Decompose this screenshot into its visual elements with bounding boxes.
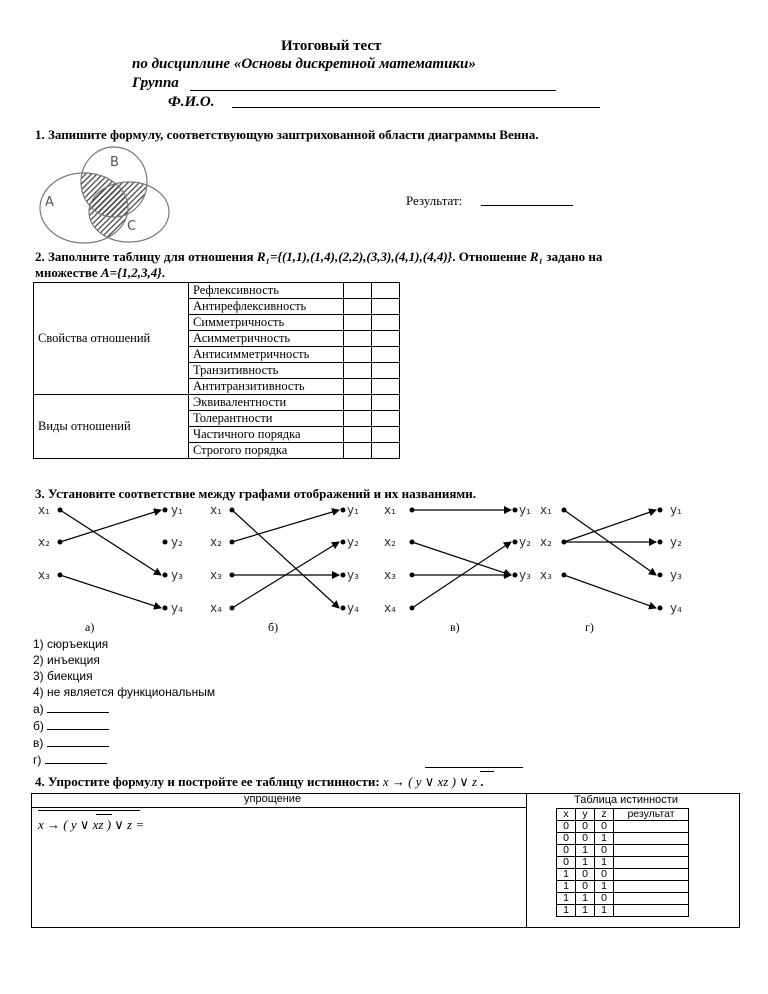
answer-d-line[interactable] [45, 753, 107, 764]
answer-b: б) [33, 718, 109, 735]
graph-b-y-node [341, 508, 346, 513]
q2-set: A={1,2,3,4} [100, 265, 162, 280]
formula-eq-overline [38, 810, 140, 811]
graph-b-edge [232, 510, 339, 542]
graph-c-y-node [513, 508, 518, 513]
answer-a-line[interactable] [47, 702, 109, 713]
graph-d-y1: y₁ [670, 503, 682, 517]
graph-b-x3: x₃ [210, 568, 222, 582]
answer-d: г) [33, 752, 109, 769]
answer-cell[interactable] [344, 363, 372, 379]
answer-cell[interactable] [372, 427, 400, 443]
property-label: Антисимметричность [189, 347, 344, 363]
graph-d-y4: y₄ [670, 601, 682, 615]
graph-c-y1: y₁ [519, 503, 531, 517]
truth-value: 1 [576, 905, 595, 917]
table-row [34, 283, 400, 299]
answer-cell[interactable] [372, 363, 400, 379]
graph-a-x2: x₂ [38, 535, 50, 549]
option-3: 3) биекция [33, 669, 93, 683]
option-4: 4) не является функциональным [33, 685, 216, 699]
answer-cell[interactable] [344, 299, 372, 315]
answer-cell[interactable] [344, 443, 372, 459]
truth-table [556, 808, 689, 917]
graph-d-y-node [658, 606, 663, 611]
graph-a-y-node [163, 573, 168, 578]
graph-label-a: а) [85, 620, 95, 634]
q2-line2-suffix: . [161, 265, 166, 280]
truth-value: 1 [557, 905, 576, 917]
graph-d-y2: y₂ [670, 535, 682, 549]
graph-d-x2: x₂ [540, 535, 552, 549]
answer-cell[interactable] [372, 411, 400, 427]
answer-cell[interactable] [372, 331, 400, 347]
answer-cell[interactable] [372, 283, 400, 299]
tt-col-z: z [595, 809, 614, 821]
answer-cell[interactable] [344, 347, 372, 363]
answer-a: а) [33, 701, 109, 718]
graph-d-x3: x₃ [540, 568, 552, 582]
tt-col-y: y [576, 809, 595, 821]
graph-a-y4: y₄ [171, 601, 183, 615]
graph-b-y-node [341, 606, 346, 611]
simplify-header: упрощение [244, 793, 302, 805]
answer-c-line[interactable] [47, 736, 109, 747]
formula-inner-overline [480, 771, 494, 772]
answer-cell[interactable] [372, 347, 400, 363]
graph-d-y-node [658, 573, 663, 578]
graph-c-y2: y₂ [519, 535, 531, 549]
graph-a-x1: x₁ [38, 503, 50, 517]
graph-d-edge [564, 575, 656, 608]
truth-value: 1 [595, 905, 614, 917]
graph-a-x3: x₃ [38, 568, 50, 582]
property-label: Частичного порядка [189, 427, 344, 443]
mapping-options [33, 636, 215, 700]
result-cell[interactable] [614, 857, 689, 869]
q4-formula: x → ( y ∨ xz ) ∨ z [382, 774, 478, 789]
graph-d-x1: x₁ [540, 503, 552, 517]
truth-value: 0 [576, 881, 595, 893]
table-row [34, 395, 400, 411]
graph-a-y-node [163, 508, 168, 513]
property-label: Рефлексивность [189, 283, 344, 299]
graph-label-c: в) [450, 620, 460, 634]
graph-c-x1: x₁ [384, 503, 396, 517]
result-cell[interactable] [614, 869, 689, 881]
truth-value: 0 [595, 845, 614, 857]
mapping-answers [33, 701, 109, 769]
formula-eq-inner-overline [96, 814, 112, 815]
property-label: Антитранзитивность [189, 379, 344, 395]
truth-value: 1 [576, 893, 595, 905]
truth-table-header: Таблица истинности [574, 794, 678, 806]
formula-overline [425, 767, 523, 768]
property-label: Асимметричность [189, 331, 344, 347]
table-row [557, 869, 689, 881]
q2-text [35, 249, 732, 281]
kinds-group-label: Виды отношений [34, 395, 189, 459]
truth-value: 1 [576, 845, 595, 857]
option-2: 2) инъекция [33, 653, 100, 667]
answer-cell[interactable] [372, 443, 400, 459]
graph-c-y-node [513, 540, 518, 545]
property-label: Толерантности [189, 411, 344, 427]
q4-divider [526, 793, 527, 928]
tt-col-result: результат [614, 809, 689, 821]
venn-label-c: C [127, 219, 137, 234]
truth-value: 1 [595, 857, 614, 869]
truth-value: 0 [557, 833, 576, 845]
test-title: Итоговый тест [281, 38, 382, 54]
graph-a-y3: y₃ [171, 568, 183, 582]
truth-value: 0 [595, 869, 614, 881]
graph-d-y-node [658, 540, 663, 545]
simplify-formula: x → ( y ∨ xz ) ∨ z = [38, 817, 145, 832]
graph-b-y3: y₃ [347, 568, 359, 582]
graph-a-edge [60, 510, 161, 542]
q1-text: 1. Запишите формулу, соответствующую заштрихованной области диаграммы Венна. [35, 127, 539, 142]
answer-cell[interactable] [372, 299, 400, 315]
graph-c-y3: y₃ [519, 568, 531, 582]
graph-b-y1: y₁ [347, 503, 359, 517]
answer-cell[interactable] [344, 331, 372, 347]
graph-b-y4: y₄ [347, 601, 359, 615]
result-cell[interactable] [614, 833, 689, 845]
graph-b-y-node [341, 540, 346, 545]
fio-label: Ф.И.О. [168, 94, 215, 110]
property-label: Эквивалентности [189, 395, 344, 411]
venn-diagram [34, 140, 174, 245]
venn-shaded-region [40, 173, 169, 243]
graph-a-y-node [163, 540, 168, 545]
property-label: Симметричность [189, 315, 344, 331]
result-cell[interactable] [614, 893, 689, 905]
graph-a-edge [60, 510, 161, 575]
answer-c: в) [33, 735, 109, 752]
simplify-work-area[interactable] [150, 815, 520, 923]
result-label: Результат: [406, 193, 463, 208]
graph-d-edge [564, 510, 656, 542]
answer-cell[interactable] [372, 379, 400, 395]
q2-line2-prefix: множестве [35, 265, 101, 280]
venn-label-b: B [110, 155, 119, 170]
property-label: Транзитивность [189, 363, 344, 379]
graph-a-y2: y₂ [171, 535, 183, 549]
truth-value: 1 [557, 881, 576, 893]
table-row [557, 893, 689, 905]
table-row [557, 821, 689, 833]
properties-group-label: Свойства отношений [34, 283, 189, 395]
answer-cell[interactable] [344, 315, 372, 331]
truth-value: 0 [557, 845, 576, 857]
answer-cell[interactable] [344, 411, 372, 427]
property-label: Строгого порядка [189, 443, 344, 459]
q2-relation: R₁={(1,1),(1,4),(2,2),(3,3),(4,1),(4,4)} [256, 249, 453, 264]
group-line[interactable] [190, 90, 556, 91]
graph-b-y2: y₂ [347, 535, 359, 549]
table-row [557, 845, 689, 857]
truth-value: 0 [576, 833, 595, 845]
discipline-title: по дисциплине «Основы дискретной математики» [132, 56, 476, 72]
truth-value: 0 [595, 893, 614, 905]
graph-a-y-node [163, 606, 168, 611]
graph-d-y-node [658, 508, 663, 513]
graph-c-y-node [513, 573, 518, 578]
venn-label-a: A [45, 195, 54, 210]
q2-rel-name: R₁ [529, 249, 544, 264]
result-cell[interactable] [614, 881, 689, 893]
graph-label-b: б) [268, 620, 279, 634]
answer-cell[interactable] [344, 283, 372, 299]
result-cell[interactable] [614, 821, 689, 833]
answer-b-line[interactable] [47, 719, 109, 730]
truth-value: 1 [557, 869, 576, 881]
truth-value: 0 [557, 857, 576, 869]
truth-value: 0 [576, 821, 595, 833]
graph-c-edge [412, 542, 511, 575]
table-row [557, 905, 689, 917]
simplify-header-line [31, 807, 526, 808]
truth-value: 1 [595, 833, 614, 845]
table-row [557, 857, 689, 869]
graph-d-y3: y₃ [670, 568, 682, 582]
graph-c-x4: x₄ [384, 601, 396, 615]
result-cell[interactable] [614, 905, 689, 917]
graph-b-y-node [341, 573, 346, 578]
truth-value: 0 [595, 821, 614, 833]
truth-value: 0 [576, 869, 595, 881]
q2-middle: . Отношение [452, 249, 530, 264]
relations-table [33, 282, 400, 459]
tt-col-x: x [557, 809, 576, 821]
truth-value: 1 [557, 893, 576, 905]
group-label: Группа [132, 75, 179, 91]
table-row [557, 881, 689, 893]
graph-a-edge [60, 575, 161, 608]
graph-b-x4: x₄ [210, 601, 222, 615]
mapping-graphs [0, 495, 768, 623]
graph-b-edge [232, 510, 339, 608]
q4-text: 4. Упростите формулу и постройте ее таблицу истинности: x → ( y ∨ xz ) ∨ z . [35, 774, 484, 789]
truth-value: 0 [557, 821, 576, 833]
answer-cell[interactable] [344, 427, 372, 443]
result-answer-line[interactable] [481, 205, 573, 206]
graph-b-x2: x₂ [210, 535, 222, 549]
table-row [557, 833, 689, 845]
graph-b-x1: x₁ [210, 503, 222, 517]
truth-value: 1 [576, 857, 595, 869]
answer-cell[interactable] [372, 395, 400, 411]
graph-c-x2: x₂ [384, 535, 396, 549]
q3-text: 3. Установите соответствие между графами отображений и их названиями. [35, 486, 476, 501]
truth-value: 1 [595, 881, 614, 893]
answer-cell[interactable] [372, 315, 400, 331]
answer-cell[interactable] [344, 379, 372, 395]
q2-prefix: 2. Заполните таблицу для отношения [35, 249, 257, 264]
graph-label-d: г) [585, 620, 594, 634]
q4-label: 4. Упростите формулу и постройте ее таблицу истинности: [35, 774, 380, 789]
result-cell[interactable] [614, 845, 689, 857]
property-label: Антирефлексивность [189, 299, 344, 315]
q2-suffix: задано на [543, 249, 603, 264]
option-1: 1) сюръекция [33, 637, 109, 651]
fio-line[interactable] [232, 107, 600, 108]
answer-cell[interactable] [344, 395, 372, 411]
graph-a-y1: y₁ [171, 503, 183, 517]
graph-c-x3: x₃ [384, 568, 396, 582]
